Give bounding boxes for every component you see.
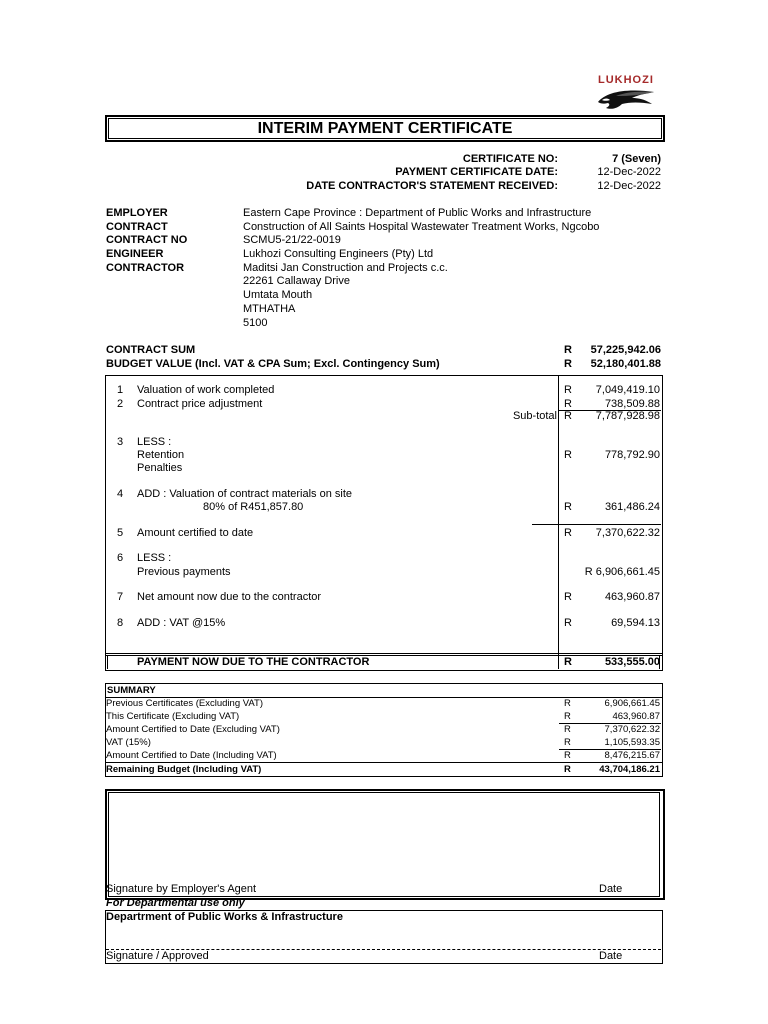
item-1-label: Valuation of work completed: [137, 384, 275, 396]
logo-text: LUKHOZI: [598, 74, 654, 86]
signature-date-label: Date: [599, 883, 623, 895]
payment-due-currency: R: [564, 656, 572, 668]
item-4-currency: R: [564, 501, 572, 513]
item-8-value: 69,594.13: [611, 617, 660, 629]
address-line-3: MTHATHA: [243, 303, 296, 315]
item-8-no: 8: [117, 617, 124, 629]
item-1-no: 1: [117, 384, 124, 396]
summary-rule: [105, 762, 662, 763]
statement-date-value: 12-Dec-2022: [597, 180, 661, 192]
item-2-label: Contract price adjustment: [137, 398, 263, 410]
summary-row-label: Amount Certified to Date (Excluding VAT): [106, 724, 280, 735]
item-2-currency: R: [564, 398, 572, 410]
signature-box-inner: [108, 792, 660, 897]
payment-due-inner-left: [107, 655, 108, 669]
contract-sum-currency: R: [564, 344, 572, 356]
summary-row-label: Remaining Budget (Including VAT): [106, 764, 262, 775]
summary-row-label: Previous Certificates (Excluding VAT): [106, 698, 263, 709]
budget-value-value: 52,180,401.88: [590, 358, 661, 370]
subtotal-currency: R: [564, 410, 572, 422]
item-3-retention: Retention: [137, 449, 185, 461]
certified-rule: [532, 524, 661, 525]
contractor-label: CONTRACTOR: [106, 262, 185, 274]
departmental-note: For Departmental use only: [106, 897, 245, 909]
summary-row-value: 6,906,661.45: [604, 698, 660, 709]
budget-value-label: BUDGET VALUE (Incl. VAT & CPA Sum; Excl. Contingency Sum): [106, 358, 440, 370]
item-4-no: 4: [117, 488, 124, 500]
certificate-no-label: CERTIFICATE NO:: [462, 153, 558, 165]
company-logo: [590, 74, 662, 114]
item-3-label: LESS :: [137, 436, 172, 448]
item-2-value: 738,509.88: [604, 398, 660, 410]
summary-row-label: Amount Certified to Date (Including VAT): [106, 750, 277, 761]
item-3-currency: R: [564, 449, 572, 461]
summary-row-label: This Certificate (Excluding VAT): [106, 711, 240, 722]
item-1-value: 7,049,419.10: [595, 384, 660, 396]
contractor-value: Maditsi Jan Construction and Projects c.c.: [243, 262, 448, 274]
summary-row-currency: R: [564, 724, 571, 735]
summary-row-currency: R: [564, 750, 571, 761]
payment-due-value: 533,555.00: [604, 656, 660, 668]
item-3-no: 3: [117, 436, 124, 448]
item-5-no: 5: [117, 527, 124, 539]
certificate-no-value: 7 (Seven): [612, 153, 661, 165]
summary-row-currency: R: [564, 737, 571, 748]
item-6-value: R 6,906,661.45: [584, 566, 660, 578]
approval-date-label: Date: [599, 950, 623, 962]
item-5-value: 7,370,622.32: [595, 527, 660, 539]
address-line-2: Umtata Mouth: [243, 289, 313, 301]
item-3-value: 778,792.90: [604, 449, 660, 461]
subtotal-label: Sub-total: [512, 410, 557, 422]
approval-signature-label: Signature / Approved: [106, 950, 209, 962]
department-name: Departrment of Public Works & Infrastructure: [106, 911, 343, 923]
address-line-4: 5100: [243, 317, 268, 329]
item-7-currency: R: [564, 591, 572, 603]
summary-row: [106, 724, 662, 737]
summary-row: [106, 698, 662, 711]
item-3-penalties: Penalties: [137, 462, 183, 474]
item-7-label: Net amount now due to the contractor: [137, 591, 322, 603]
contract-label: CONTRACT: [106, 221, 168, 233]
item-2-no: 2: [117, 398, 124, 410]
item-4-value: 361,486.24: [604, 501, 660, 513]
summary-title: SUMMARY: [107, 685, 156, 696]
payment-date-label: PAYMENT CERTIFICATE DATE:: [395, 166, 558, 178]
item-6-label: LESS :: [137, 552, 172, 564]
contract-sum-label: CONTRACT SUM: [106, 344, 196, 356]
summary-row-value: 1,105,593.35: [604, 737, 660, 748]
statement-date-label: DATE CONTRACTOR'S STATEMENT RECEIVED:: [306, 180, 558, 192]
item-1-currency: R: [564, 384, 572, 396]
summary-row-value: 463,960.87: [612, 711, 660, 722]
contract-no-label: CONTRACT NO: [106, 234, 188, 246]
subtotal-value: 7,787,928.98: [595, 410, 660, 422]
summary-row-value: 43,704,186.21: [599, 764, 660, 775]
summary-row: [106, 764, 662, 777]
signature-label: Signature by Employer's Agent: [106, 883, 257, 895]
item-4-sub: 80% of R451,857.80: [203, 501, 304, 513]
budget-value-currency: R: [564, 358, 572, 370]
items-column-divider: [558, 375, 559, 669]
item-4-label: ADD : Valuation of contract materials on site: [137, 488, 353, 500]
item-5-label: Amount certified to date: [137, 527, 254, 539]
item-7-value: 463,960.87: [604, 591, 660, 603]
summary-row-value: 7,370,622.32: [604, 724, 660, 735]
engineer-value: Lukhozi Consulting Engineers (Pty) Ltd: [243, 248, 434, 260]
contract-no-value: SCMU5-21/22-0019: [243, 234, 341, 246]
summary-row-currency: R: [564, 764, 571, 775]
title-box: [105, 115, 665, 142]
engineer-label: ENGINEER: [106, 248, 164, 260]
item-8-currency: R: [564, 617, 572, 629]
contract-sum-value: 57,225,942.06: [590, 344, 661, 356]
summary-row-currency: R: [564, 711, 571, 722]
item-6-sub: Previous payments: [137, 566, 231, 578]
item-7-no: 7: [117, 591, 124, 603]
payment-date-value: 12-Dec-2022: [597, 166, 661, 178]
item-5-currency: R: [564, 527, 572, 539]
employer-value: Eastern Cape Province : Department of Public Works and Infrastructure: [243, 207, 592, 219]
item-8-label: ADD : VAT @15%: [137, 617, 226, 629]
payment-due-label: PAYMENT NOW DUE TO THE CONTRACTOR: [137, 656, 370, 668]
eagle-head-icon: [596, 86, 660, 112]
page-title: INTERIM PAYMENT CERTIFICATE: [257, 120, 513, 137]
employer-label: EMPLOYER: [106, 207, 168, 219]
summary-row-value: 8,476,215.67: [604, 750, 660, 761]
contract-value: Construction of All Saints Hospital Wastewater Treatment Works, Ngcobo: [243, 221, 600, 233]
payment-due-rule-top: [105, 653, 662, 654]
address-line-1: 22261 Callaway Drive: [243, 275, 350, 287]
summary-row-currency: R: [564, 698, 571, 709]
item-6-no: 6: [117, 552, 124, 564]
summary-row-label: VAT (15%): [106, 737, 151, 748]
